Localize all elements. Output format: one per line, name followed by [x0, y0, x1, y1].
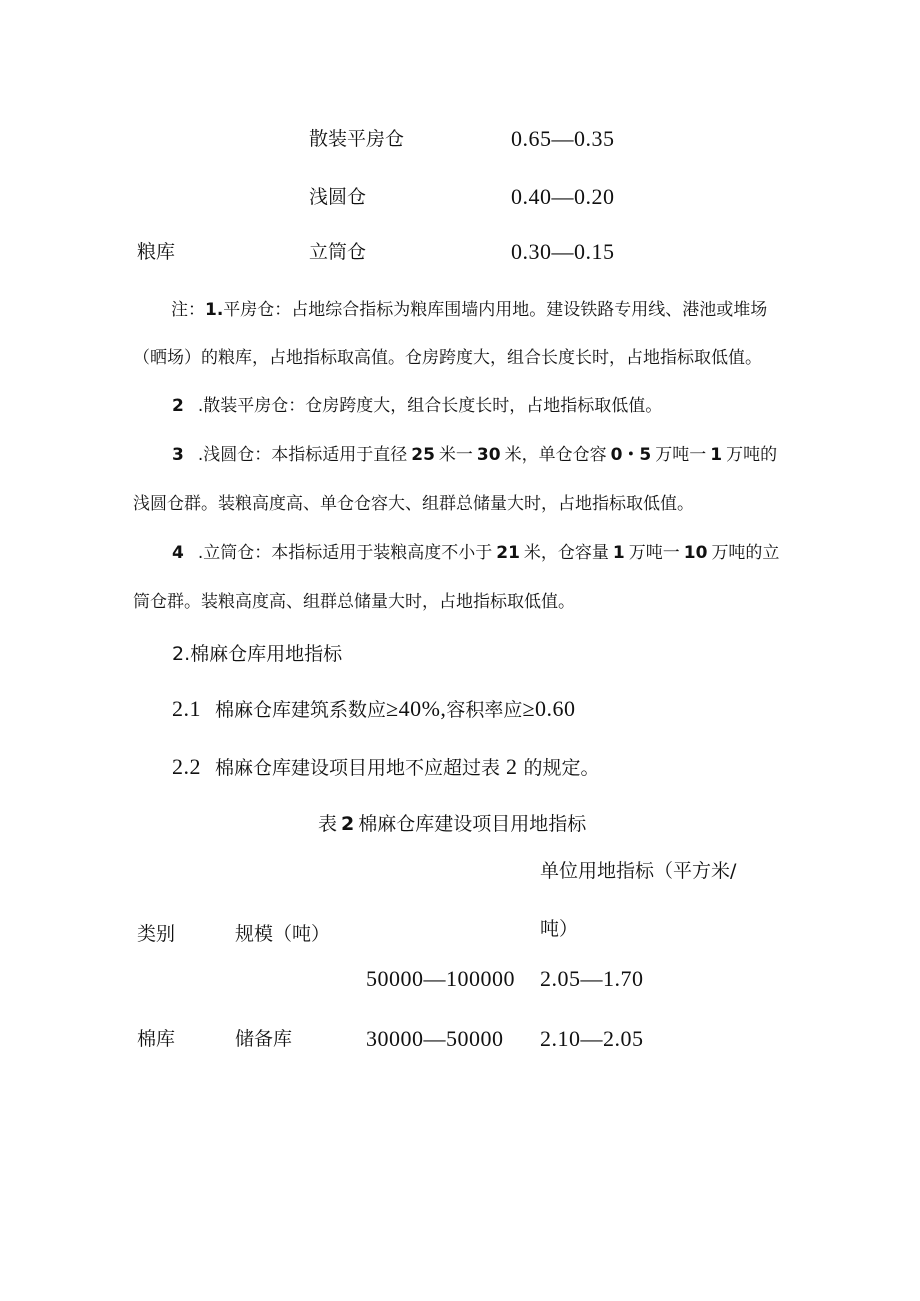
- table2-row2-category: 棉库: [137, 1028, 176, 1050]
- note-4-capacity-max: 10: [683, 543, 708, 563]
- table2-title: [318, 815, 586, 834]
- item-2-1-text-a: 棉麻仓库建筑系数应: [215, 699, 387, 721]
- item-2-2-text-c: 的规定。: [523, 757, 600, 779]
- note-1-line2: （晒场）的粮库，占地指标取高值。仓房跨度大，组合长度长时，占地指标取低值。: [133, 348, 762, 368]
- note-4-line2: 筒仓群。装粮高度高、组群总储量大时，占地指标取低值。: [133, 592, 575, 612]
- note-3-text-a: .浅圆仓：本指标适用于直径: [197, 445, 408, 465]
- item-2-2-text-a: 棉麻仓库建设项目用地不应超过表: [215, 757, 501, 779]
- table1-row2-type: 浅圆仓: [309, 186, 367, 208]
- item-2-2-number: 2.2: [172, 754, 201, 779]
- note-2-number: 2: [172, 396, 184, 416]
- note-3-diameter-max: 30: [476, 445, 501, 465]
- note-3-number: 3: [172, 445, 184, 465]
- note-3-line2: 浅圆仓群。装粮高度高、单仓仓容大、组群总储量大时，占地指标取低值。: [133, 494, 694, 514]
- table2-title-number: 2: [341, 813, 355, 835]
- note-4-text-e: 万吨一: [628, 543, 680, 563]
- table2-row2-type: 储备库: [235, 1028, 293, 1050]
- note-3-text-c: 米一: [438, 445, 473, 465]
- table1-row1-type: 散装平房仓: [309, 128, 405, 150]
- note-3-text-g: 万吨一: [655, 445, 707, 465]
- table2-row1-value: 2.05—1.70: [540, 966, 644, 991]
- note-3-text-i: 万吨的: [726, 445, 778, 465]
- item-2-1-text-c: 容积率应: [446, 699, 523, 721]
- item-2-2-table-ref: 2: [506, 754, 518, 779]
- note-3-diameter-min: 25: [411, 445, 435, 465]
- note-4-capacity-min: 1: [612, 543, 625, 563]
- note-4-text-g: 万吨的立: [711, 543, 780, 563]
- note-2: [172, 398, 662, 415]
- note-4-line1: [172, 545, 779, 562]
- note-3-text-e: 米，单仓仓容: [504, 445, 607, 465]
- table1-row3-value: 0.30—0.15: [511, 239, 615, 264]
- note-3-line1: [172, 447, 777, 464]
- note-4-height: 21: [496, 543, 520, 563]
- note-prefix: 注：: [171, 300, 205, 320]
- note-3-capacity-max: 1: [710, 445, 723, 465]
- item-2-1-far: ≥0.60: [522, 696, 576, 721]
- table2-row2-scale: 30000—50000: [366, 1026, 504, 1051]
- item-2-1: [172, 698, 576, 720]
- note-1-line1: [171, 302, 767, 319]
- item-2-1-number: 2.1: [172, 696, 201, 721]
- note-1-text: 平房仓：占地综合指标为粮库围墙内用地。建设铁路专用线、港池或堆场: [223, 300, 768, 320]
- table2-row2-value: 2.10—2.05: [540, 1026, 644, 1051]
- item-2-1-coverage: ≥40%,: [386, 696, 447, 721]
- note-2-text: .散装平房仓：仓房跨度大，组合长度长时，占地指标取低值。: [197, 396, 663, 416]
- note-1-number: 1.: [205, 300, 224, 320]
- table2-col-index-line2: 吨）: [540, 918, 579, 940]
- table2-col-scale: 规模（吨）: [235, 923, 331, 945]
- table2-title-text: 棉麻仓库建设项目用地指标: [358, 813, 587, 835]
- table1-row3-type: 立筒仓: [309, 241, 367, 263]
- table1-row1-value: 0.65—0.35: [511, 126, 615, 151]
- table2-row1-scale: 50000—100000: [366, 966, 515, 991]
- note-4-text-c: 米，仓容量: [523, 543, 609, 563]
- note-4-text-a: .立筒仓：本指标适用于装粮高度不小于: [197, 543, 493, 563]
- section-2-heading: 2.棉麻仓库用地指标: [172, 643, 343, 665]
- item-2-2: [172, 756, 600, 778]
- table1-row3-category: 粮库: [137, 241, 176, 263]
- note-4-number: 4: [172, 543, 184, 563]
- note-3-capacity-min: 0・5: [610, 445, 652, 465]
- table1-row2-value: 0.40—0.20: [511, 184, 615, 209]
- table2-col-category: 类别: [137, 923, 176, 945]
- table2-title-a: 表: [318, 813, 338, 835]
- table2-col-index-line1: 单位用地指标（平方米/: [540, 860, 737, 882]
